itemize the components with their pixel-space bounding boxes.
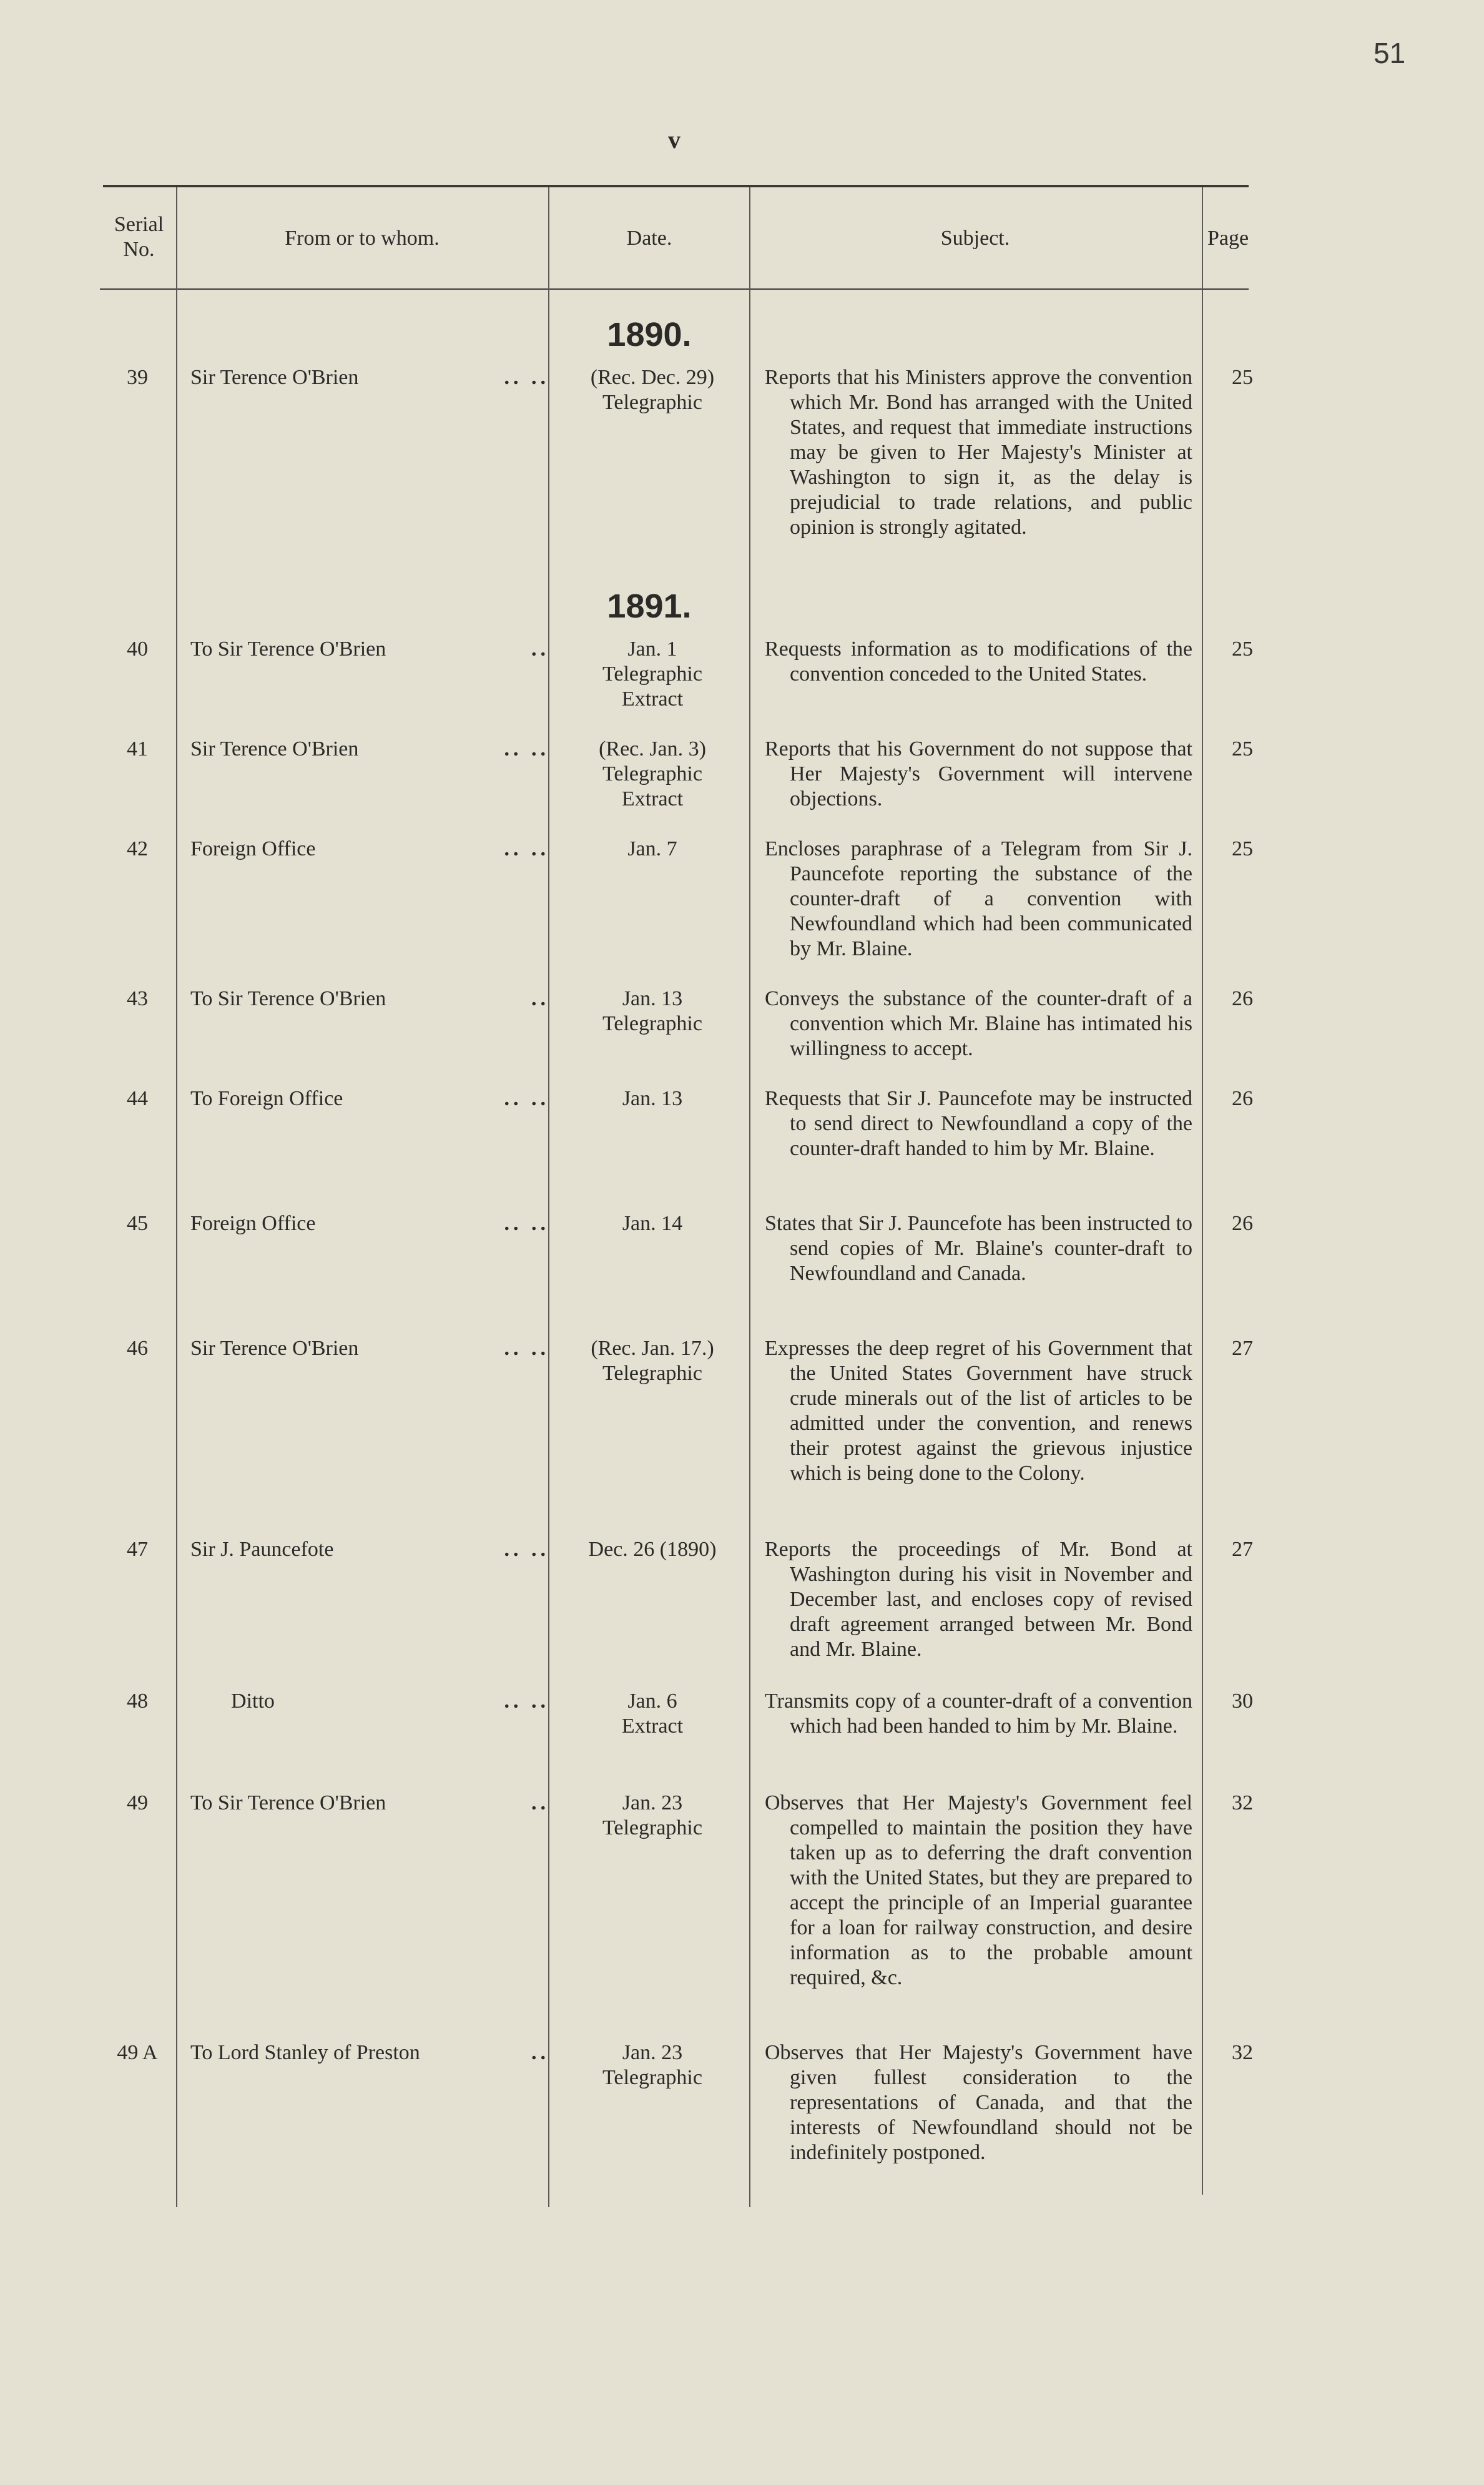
entry-from: To Sir Terence O'Brien	[190, 637, 386, 661]
entry-from: To Foreign Office	[190, 1087, 343, 1110]
entry-dots: ..	[531, 987, 549, 1010]
entry-serial: 49	[127, 1791, 148, 1814]
entry-page: 30	[1232, 1690, 1253, 1713]
entry-subject-text: Reports that his Government do not suppose that Her Majesty's Government will intervene objections.	[765, 737, 1192, 810]
entry-dots: ..	[531, 637, 549, 661]
entry-from: Foreign Office	[190, 837, 316, 860]
entry-dots: ..	[531, 2041, 549, 2064]
entry-dots: .. ..	[504, 1538, 549, 1561]
entry-date: Jan. 23 Telegraphic	[602, 1791, 702, 1839]
entry-subject-text: Requests information as to modifications of the convention conceded to the United States.	[765, 637, 1192, 686]
entry-dots: .. ..	[504, 837, 549, 860]
entry-date: Jan. 23 Telegraphic	[602, 2041, 702, 2089]
entry-subject	[765, 1791, 1192, 1990]
entry-subject	[765, 2040, 1192, 2165]
entry-subject	[765, 837, 1192, 962]
entry-subject-text: Observes that Her Majesty's Government feel compelled to maintain the position they have taken up as to deferring the draft convention with the United States, but they are prepared to accept the principle of an Imperial guarantee for a loan for railway construction, and desire information as to the probable amount required, &c.	[765, 1791, 1192, 1989]
column-divider-subject	[1202, 187, 1203, 2195]
entry-dots: .. ..	[504, 1690, 549, 1713]
entry-date: Jan. 13	[622, 1087, 683, 1110]
entry-from: To Sir Terence O'Brien	[190, 1791, 386, 1814]
entry-date: (Rec. Jan. 17.) Telegraphic	[591, 1337, 714, 1385]
year-heading-1890: 1890.	[607, 316, 692, 353]
entry-subject	[765, 1211, 1192, 1286]
column-divider-serial	[176, 187, 177, 2207]
year-heading-1891: 1891.	[607, 588, 692, 625]
header-date: Date.	[626, 227, 672, 250]
table-top-rule	[103, 185, 1249, 187]
entry-subject-text: Transmits copy of a counter-draft of a convention which had been handed to him by Mr. Blaine.	[765, 1690, 1192, 1738]
entry-from: To Lord Stanley of Preston	[190, 2041, 420, 2064]
entry-subject-text: Conveys the substance of the counter-draft of a convention which Mr. Blaine has intimated his willingness to accept.	[765, 987, 1192, 1060]
header-subject: Subject.	[940, 227, 1010, 250]
entry-page: 26	[1232, 1087, 1253, 1110]
entry-from: Sir Terence O'Brien	[190, 366, 359, 389]
entry-dots: .. ..	[504, 737, 549, 760]
entry-dots: .. ..	[504, 1212, 549, 1235]
entry-serial: 46	[127, 1337, 148, 1360]
entry-subject	[765, 1537, 1192, 1662]
header-from: From or to whom.	[285, 227, 440, 250]
entry-subject	[765, 1689, 1192, 1739]
entry-serial: 41	[127, 737, 148, 760]
entry-serial: 44	[127, 1087, 148, 1110]
header-bottom-rule	[100, 288, 1249, 290]
column-divider-from	[548, 187, 549, 2207]
entry-serial: 40	[127, 637, 148, 661]
entry-serial: 42	[127, 837, 148, 860]
entry-subject	[765, 737, 1192, 812]
entry-from: Sir Terence O'Brien	[190, 1337, 359, 1360]
entry-date: Jan. 6 Extract	[621, 1690, 684, 1738]
column-divider-date	[749, 187, 750, 2207]
entry-from: Sir J. Pauncefote	[190, 1538, 334, 1561]
entry-subject-text: Requests that Sir J. Pauncefote may be instructed to send direct to Newfoundland a copy of the counter-draft handed to him by Mr. Blaine.	[765, 1087, 1192, 1160]
entry-subject	[765, 365, 1192, 540]
entry-subject	[765, 637, 1192, 687]
entry-page: 25	[1232, 366, 1253, 389]
entry-subject	[765, 987, 1192, 1061]
entry-from: To Sir Terence O'Brien	[190, 987, 386, 1010]
entry-page: 26	[1232, 1212, 1253, 1235]
entry-serial: 48	[127, 1690, 148, 1713]
entry-subject-text: Reports the proceedings of Mr. Bond at Washington during his visit in November and December last, and encloses copy of revised draft agreement arranged between Mr. Bond and Mr. Blaine.	[765, 1538, 1192, 1661]
header-serial: Serial No.	[114, 213, 164, 261]
entry-date: Jan. 14	[622, 1212, 683, 1235]
entry-page: 27	[1232, 1538, 1253, 1561]
entry-dots: .. ..	[504, 366, 549, 389]
page-number: 51	[1373, 37, 1406, 69]
entry-date: (Rec. Jan. 3) Telegraphic Extract	[599, 737, 706, 810]
entry-subject-text: Expresses the deep regret of his Government that the United States Government have struck crude minerals out of the list of articles to be admitted under the convention, and renews their protest against the grievous injustice which is being done to the Colony.	[765, 1337, 1192, 1485]
entry-page: 27	[1232, 1337, 1253, 1360]
entry-serial: 45	[127, 1212, 148, 1235]
entry-serial: 43	[127, 987, 148, 1010]
entry-page: 32	[1232, 1791, 1253, 1814]
entry-subject-text: Reports that his Ministers approve the convention which Mr. Bond has arranged with the United States, and request that immediate instructions may be given to Her Majesty's Minister at Washington to sign it, as the delay is prejudicial to trade relations, and public opinion is strongly agitated.	[765, 366, 1192, 539]
entry-page: 26	[1232, 987, 1253, 1010]
entry-subject-text: States that Sir J. Pauncefote has been instructed to send copies of Mr. Blaine's counter-draft to Newfoundland and Canada.	[765, 1212, 1192, 1285]
entry-serial: 39	[127, 366, 148, 389]
entry-date: Jan. 7	[627, 837, 677, 860]
entry-subject-text: Observes that Her Majesty's Government have given fullest consideration to the representations of Canada, and that the interests of Newfoundland should not be indefinitely postponed.	[765, 2041, 1192, 2164]
entry-from: Sir Terence O'Brien	[190, 737, 359, 760]
entry-page: 32	[1232, 2041, 1253, 2064]
entry-subject-text: Encloses paraphrase of a Telegram from Sir J. Pauncefote reporting the substance of the counter-draft of a convention with Newfoundland which had been communicated by Mr. Blaine.	[765, 837, 1192, 960]
entry-dots: .. ..	[504, 1087, 549, 1110]
entry-page: 25	[1232, 737, 1253, 760]
entry-date: Jan. 13 Telegraphic	[602, 987, 702, 1035]
entry-subject	[765, 1336, 1192, 1486]
entry-date: Jan. 1 Telegraphic Extract	[602, 637, 702, 711]
entry-from: Foreign Office	[190, 1212, 316, 1235]
entry-subject	[765, 1086, 1192, 1161]
entry-serial: 49 A	[117, 2041, 158, 2064]
entry-page: 25	[1232, 837, 1253, 860]
header-page: Page	[1207, 227, 1249, 250]
entry-date: (Rec. Dec. 29) Telegraphic	[590, 366, 715, 414]
entry-dots: ..	[531, 1791, 549, 1814]
entry-page: 25	[1232, 637, 1253, 661]
entry-from: Ditto	[231, 1690, 275, 1713]
entry-serial: 47	[127, 1538, 148, 1561]
entry-dots: .. ..	[504, 1337, 549, 1360]
entry-date: Dec. 26 (1890)	[588, 1538, 717, 1561]
section-mark: v	[668, 125, 681, 154]
